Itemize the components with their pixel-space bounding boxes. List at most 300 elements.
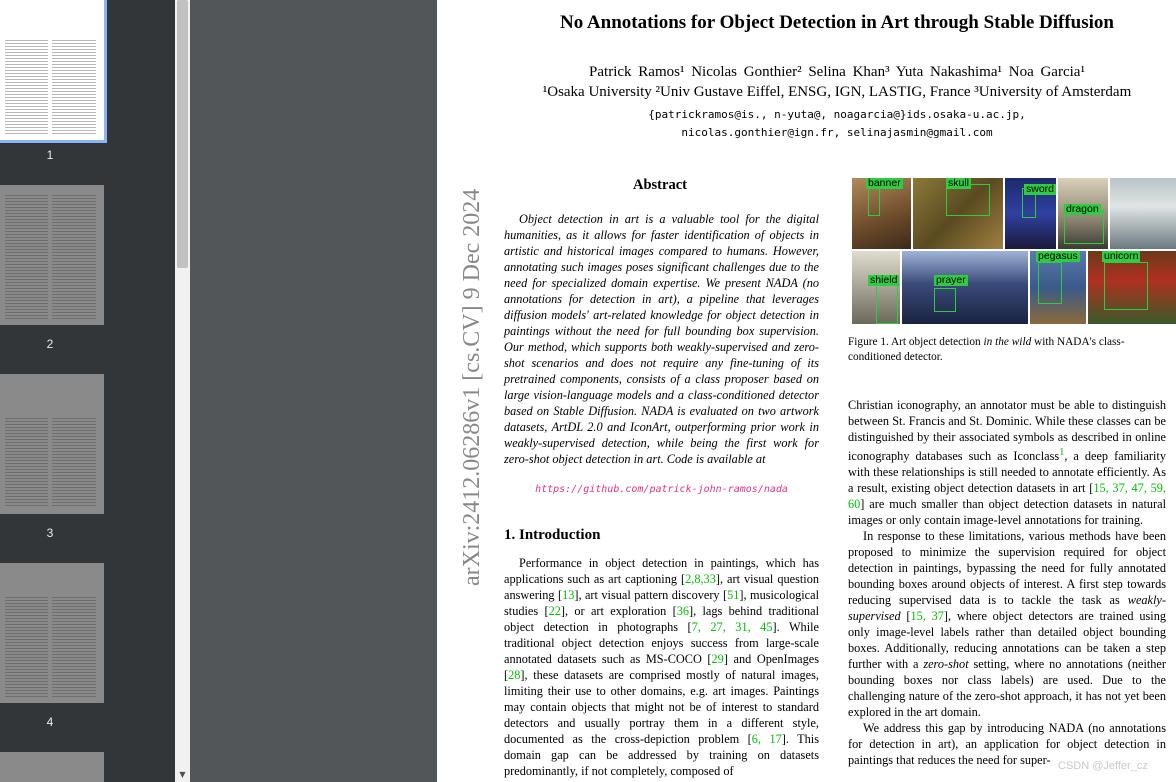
thumbnail-text-line — [5, 130, 48, 131]
thumbnail-text-line — [5, 657, 48, 658]
thumbnail-text-line — [5, 133, 48, 134]
thumbnail-text-line — [52, 606, 96, 607]
thumbnail-text-line — [52, 427, 96, 428]
thumbnail-text-line — [52, 130, 96, 131]
thumbnail-text-line — [52, 430, 96, 431]
thumbnail-text-line — [5, 630, 48, 631]
thumbnail-text-line — [5, 264, 48, 265]
detection-box — [868, 188, 880, 216]
thumbnail-page-number: 1 — [46, 148, 54, 162]
thumbnail-text-line — [52, 660, 96, 661]
thumbnail-text-line — [52, 502, 96, 503]
thumbnail-text-line — [5, 684, 48, 685]
thumbnail-page-5[interactable] — [0, 752, 104, 782]
thumbnail-text-line — [5, 267, 48, 268]
thumbnail-text-line — [5, 127, 48, 128]
thumbnail-text-line — [52, 261, 96, 262]
text-span: ], these datasets are comprised mostly of natural images, limiting their use to other domains, e.g. art images. Paintings may contain objects that might not be of interest to standard detectors and usually portray them in a different style, documented as the cross-depiction problem [ — [504, 668, 819, 746]
thumbnail-text-line — [52, 505, 96, 506]
thumbnail-text-line — [52, 285, 96, 286]
thumbnail-text-line — [52, 624, 96, 625]
thumbnail-text-line — [5, 496, 48, 497]
thumbnail-text-line — [5, 97, 48, 98]
thumbnail-text-line — [52, 133, 96, 134]
detection-label: banner — [868, 177, 901, 189]
figure-1-caption — [848, 335, 1173, 365]
thumbnail-text-line — [5, 82, 48, 83]
thumbnail-text-line — [52, 645, 96, 646]
thumbnail-text-line — [5, 654, 48, 655]
thumbnail-text-line — [5, 297, 48, 298]
thumbnail-text-line — [5, 222, 48, 223]
thumbnail-text-line — [52, 648, 96, 649]
paper-title: No Annotations for Object Detection in Art through Stable Diffusion — [559, 12, 1114, 33]
thumbnail-text-line — [52, 282, 96, 283]
thumbnail-text-line — [52, 487, 96, 488]
thumbnail-text-line — [5, 246, 48, 247]
thumbnail-text-line — [52, 678, 96, 679]
thumbnail-text-line — [5, 624, 48, 625]
thumbnail-text-line — [5, 609, 48, 610]
thumbnail-text-line — [52, 79, 96, 80]
thumbnail-text-line — [5, 88, 48, 89]
thumbnail-text-line — [52, 630, 96, 631]
thumbnail-text-line — [5, 690, 48, 691]
thumbnail-text-line — [52, 279, 96, 280]
thumbnail-text-line — [5, 121, 48, 122]
thumbnail-text-line — [5, 490, 48, 491]
thumbnail-text-line — [5, 204, 48, 205]
thumbnail-text-line — [5, 219, 48, 220]
thumbnail-text-line — [52, 291, 96, 292]
thumbnail-text-line — [5, 675, 48, 676]
thumbnail-text-line — [52, 67, 96, 68]
citation-link[interactable]: 28 — [508, 668, 521, 682]
thumbnail-text-line — [5, 306, 48, 307]
thumbnail-text-line — [5, 261, 48, 262]
thumbnail-text-line — [5, 648, 48, 649]
thumbnail-text-line — [52, 609, 96, 610]
affiliations: ¹Osaka University ²Univ Gustave Eiffel, ENSG, IGN, LASTIG, France ³University of Amsterdam — [542, 84, 1132, 100]
thumbnail-text-line — [5, 681, 48, 682]
thumbnail-text-line — [5, 439, 48, 440]
thumbnail-text-line — [52, 249, 96, 250]
thumbnail-text-line — [52, 618, 96, 619]
thumbnail-text-line — [52, 424, 96, 425]
thumbnail-text-line — [52, 273, 96, 274]
thumbnail-text-line — [5, 58, 48, 59]
text-span: [ — [900, 609, 911, 624]
thumbnail-text-line — [52, 627, 96, 628]
thumbnail-text-line — [5, 106, 48, 107]
thumbnail-text-line — [5, 49, 48, 50]
thumbnail-text-line — [52, 55, 96, 56]
thumbnail-text-line — [5, 639, 48, 640]
thumbnail-text-line — [52, 237, 96, 238]
detection-label: skull — [948, 177, 970, 189]
thumbnail-text-line — [52, 127, 96, 128]
thumbnail-text-line — [52, 70, 96, 71]
thumbnail-text-line — [5, 502, 48, 503]
thumbnail-text-line — [52, 681, 96, 682]
citation-link[interactable]: 15, 37 — [910, 609, 944, 624]
thumbnail-text-line — [5, 55, 48, 56]
thumbnail-text-line — [5, 463, 48, 464]
thumbnail-text-line — [52, 270, 96, 271]
thumbnail-text-line — [5, 621, 48, 622]
thumbnail-text-line — [5, 91, 48, 92]
thumbnail-text-line — [5, 40, 48, 41]
thumbnail-text-line — [52, 201, 96, 202]
caption-text: with NADA's class-conditioned detector. — [848, 336, 1125, 363]
author-list: Patrick Ramos¹ Nicolas Gonthier² Selina Khan³ Yuta Nakashima¹ Noa Garcia¹ — [589, 64, 1085, 80]
thumbnail-text-line — [5, 240, 48, 241]
text-span: ]. While traditional object detection enjoys success from large-scale annotated datasets such as MS-COCO [ — [504, 620, 819, 666]
thumbnail-text-line — [52, 213, 96, 214]
emphasis: zero-shot — [923, 657, 969, 672]
thumbnail-text-line — [52, 496, 96, 497]
thumbnail-text-line — [52, 97, 96, 98]
thumbnail-text-line — [5, 615, 48, 616]
thumbnail-text-line — [5, 225, 48, 226]
citation-link[interactable]: 51 — [727, 588, 740, 602]
thumbnail-text-line — [52, 225, 96, 226]
thumbnail-page-1[interactable] — [0, 0, 104, 140]
thumbnail-text-line — [52, 481, 96, 482]
detection-box — [1038, 262, 1062, 304]
thumbnail-text-line — [52, 94, 96, 95]
thumbnail-text-line — [5, 633, 48, 634]
thumbnail-text-line — [5, 484, 48, 485]
thumbnail-text-line — [5, 499, 48, 500]
thumbnail-text-line — [52, 82, 96, 83]
thumbnail-text-line — [52, 216, 96, 217]
thumbnail-text-line — [52, 52, 96, 53]
thumbnail-text-line — [5, 79, 48, 80]
thumbnail-text-line — [52, 240, 96, 241]
thumbnail-text-line — [52, 615, 96, 616]
thumbnail-page-number: 2 — [46, 337, 54, 351]
thumbnail-text-line — [52, 306, 96, 307]
author-emails: nicolas.gonthier@ign.fr, selinajasmin@gmail.com — [681, 126, 993, 139]
thumbnail-text-line — [5, 457, 48, 458]
thumbnail-text-line — [5, 249, 48, 250]
detection-box — [1104, 262, 1148, 310]
thumbnail-text-line — [52, 499, 96, 500]
thumbnail-text-line — [52, 696, 96, 697]
thumbnail-text-line — [52, 100, 96, 101]
thumbnail-text-line — [5, 285, 48, 286]
thumbnail-text-line — [52, 124, 96, 125]
thumbnail-text-line — [52, 460, 96, 461]
thumbnail-page-number: 3 — [46, 526, 54, 540]
thumbnail-page-2[interactable] — [0, 185, 104, 325]
thumbnail-text-line — [52, 636, 96, 637]
thumbnail-text-line — [52, 442, 96, 443]
thumbnail-text-line — [5, 100, 48, 101]
detection-label: sword — [1026, 183, 1055, 195]
thumbnail-text-line — [52, 103, 96, 104]
sidebar-scrollbar-thumb[interactable] — [177, 0, 188, 268]
detection-label: pegasus — [1038, 250, 1078, 262]
thumbnail-text-line — [52, 118, 96, 119]
caption-emphasis: in the wild — [983, 336, 1032, 348]
thumbnail-text-line — [5, 103, 48, 104]
thumbnail-text-line — [52, 687, 96, 688]
thumbnail-text-line — [52, 448, 96, 449]
thumbnail-text-line — [5, 454, 48, 455]
thumbnail-text-line — [5, 460, 48, 461]
text-span: ], where object detectors are trained using only image-level labels rather than detailed object bounding boxes. Additionally, reducing annotations can be taken a step further with a — [848, 609, 1166, 672]
thumbnail-text-line — [52, 195, 96, 196]
thumbnail-text-line — [52, 121, 96, 122]
thumbnail-text-line — [5, 112, 48, 113]
abstract-text: Object detection in art is a valuable tool for the digital humanities, as it allows for faster identification of objects in artistic and historical images compared to humans. However, annotating such images poses significant challenges due to the need for specialized domain expertise. We present NADA (no annotations for detection in art), a pipeline that leverages diffusion models' art-related knowledge for object detection in paintings without the need for full bounding box supervision. Our method, which supports both weakly-supervised and zero-shot scenarios and does not require any fine-tuning of its pretrained components, consists of a class proposer based on large vision-language models and a class-conditioned detector based on Stable Diffusion. NADA is evaluated on two artwork datasets, ArtDL 2.0 and IconArt, outperforming prior work in weakly-supervised detection, while being the first work for zero-shot object detection in art. Code is available at — [504, 212, 819, 466]
thumbnail-text-line — [52, 475, 96, 476]
abstract-heading: Abstract — [633, 177, 687, 193]
thumbnail-text-line — [5, 627, 48, 628]
thumbnail-text-line — [5, 207, 48, 208]
text-span: Christian iconography, an annotator must be able to distinguish between St. Francis and St. Dominic. While these classes can be distinguished by their associated symbols as described in online iconography databases such as Iconclass — [848, 398, 1166, 464]
thumbnail-text-line — [5, 312, 48, 313]
thumbnail-text-line — [52, 600, 96, 601]
thumbnail-text-line — [5, 216, 48, 217]
thumbnail-text-line — [5, 612, 48, 613]
thumbnail-text-line — [52, 621, 96, 622]
thumbnail-text-line — [52, 234, 96, 235]
thumbnail-text-line — [5, 294, 48, 295]
painting-thumbnail — [902, 251, 1028, 324]
figure-1 — [852, 178, 1176, 324]
thumbnail-text-line — [52, 472, 96, 473]
thumbnail-text-line — [52, 76, 96, 77]
citation-link[interactable]: 36 — [676, 604, 690, 618]
thumbnail-text-line — [52, 439, 96, 440]
citation-link[interactable]: 13 — [562, 588, 575, 602]
right-column-text — [848, 397, 1166, 768]
thumbnail-text-line — [52, 451, 96, 452]
thumbnail-text-line — [5, 46, 48, 47]
thumbnail-text-line — [52, 669, 96, 670]
paragraph — [848, 528, 1166, 720]
citation-link[interactable]: 15, 37, 47, 59, 60 — [848, 481, 1166, 512]
thumbnail-text-line — [52, 219, 96, 220]
thumbnail-text-line — [52, 228, 96, 229]
thumbnail-text-line — [5, 642, 48, 643]
thumbnail-text-line — [5, 651, 48, 652]
thumbnail-text-line — [52, 246, 96, 247]
author-emails: {patrickramos@is., n-yuta@, noagarcia@}ids.osaka-u.ac.jp, — [648, 108, 1026, 121]
thumbnail-text-line — [52, 663, 96, 664]
text-span: Performance in object detection in paintings, which has applications such as art captioning [ — [504, 556, 819, 586]
thumbnail-text-line — [52, 207, 96, 208]
thumbnail-text-line — [52, 654, 96, 655]
thumbnail-text-line — [52, 418, 96, 419]
thumbnail-text-line — [52, 297, 96, 298]
thumbnail-text-line — [5, 73, 48, 74]
detection-label: dragon — [1066, 203, 1099, 215]
thumbnail-text-line — [5, 270, 48, 271]
citation-link[interactable]: 29 — [711, 652, 724, 666]
thumbnail-text-line — [52, 684, 96, 685]
thumbnail-text-line — [5, 52, 48, 53]
thumbnail-text-line — [52, 204, 96, 205]
thumbnail-text-line — [5, 231, 48, 232]
caption-text: Figure 1. Art object detection — [848, 336, 984, 348]
thumbnail-text-line — [5, 213, 48, 214]
thumbnail-text-line — [5, 288, 48, 289]
citation-link[interactable]: 6, 17 — [751, 732, 782, 746]
thumbnail-text-line — [52, 484, 96, 485]
thumbnail-text-line — [52, 300, 96, 301]
thumbnail-text-line — [5, 669, 48, 670]
thumbnail-text-line — [5, 430, 48, 431]
thumbnail-text-line — [5, 115, 48, 116]
thumbnail-text-line — [52, 40, 96, 41]
thumbnail-text-line — [5, 618, 48, 619]
thumbnail-text-line — [52, 46, 96, 47]
thumbnail-text-line — [52, 112, 96, 113]
thumbnail-text-line — [5, 255, 48, 256]
thumbnail-text-line — [5, 418, 48, 419]
thumbnail-text-line — [5, 237, 48, 238]
painting-thumbnail — [1110, 178, 1176, 249]
citation-link[interactable]: 7, 27, 31, 45 — [691, 620, 773, 634]
thumbnail-text-line — [5, 445, 48, 446]
thumbnail-text-line — [52, 276, 96, 277]
thumbnail-text-line — [52, 64, 96, 65]
thumbnail-text-line — [52, 210, 96, 211]
thumbnail-text-line — [5, 85, 48, 86]
thumbnail-text-line — [52, 264, 96, 265]
thumbnail-text-line — [5, 201, 48, 202]
pdf-page — [437, 0, 1176, 782]
thumbnail-text-line — [52, 198, 96, 199]
thumbnail-text-line — [5, 678, 48, 679]
thumbnail-text-line — [5, 606, 48, 607]
detection-box — [1064, 210, 1104, 244]
thumbnail-text-line — [52, 469, 96, 470]
thumbnail-text-line — [52, 693, 96, 694]
thumbnail-text-line — [52, 672, 96, 673]
text-span: ] and OpenImages [ — [504, 652, 819, 682]
thumbnail-text-line — [5, 228, 48, 229]
thumbnail-text-line — [52, 49, 96, 50]
footnote-link[interactable]: 1 — [1059, 447, 1065, 458]
thumbnail-text-line — [5, 475, 48, 476]
thumbnail-text-line — [5, 64, 48, 65]
thumbnail-text-line — [52, 255, 96, 256]
thumbnail-text-line — [52, 466, 96, 467]
thumbnail-text-line — [52, 303, 96, 304]
thumbnail-text-line — [5, 427, 48, 428]
thumbnail-text-line — [5, 94, 48, 95]
thumbnail-text-line — [5, 124, 48, 125]
thumbnail-text-line — [5, 597, 48, 598]
thumbnail-text-line — [52, 436, 96, 437]
detection-label: shield — [870, 274, 898, 286]
thumbnail-text-line — [52, 463, 96, 464]
thumbnail-text-line — [5, 318, 48, 319]
thumbnail-text-line — [52, 651, 96, 652]
thumbnail-text-line — [5, 424, 48, 425]
thumbnail-text-line — [5, 243, 48, 244]
thumbnail-text-line — [5, 76, 48, 77]
thumbnail-text-line — [52, 457, 96, 458]
thumbnail-text-line — [52, 294, 96, 295]
thumbnail-page-4[interactable] — [0, 563, 104, 703]
section-heading-introduction: 1. Introduction — [504, 527, 601, 543]
thumbnail-text-line — [5, 315, 48, 316]
thumbnail-text-line — [52, 421, 96, 422]
watermark: CSDN @Jeffer_cz — [1058, 760, 1148, 772]
thumbnail-text-line — [52, 85, 96, 86]
thumbnail-text-line — [52, 258, 96, 259]
thumbnail-text-line — [5, 282, 48, 283]
thumbnail-text-line — [5, 481, 48, 482]
thumbnail-text-line — [52, 109, 96, 110]
arxiv-stamp: arXiv:2412.06286v1 [cs.CV] 9 Dec 2024 — [459, 188, 485, 586]
text-span: In response to these limitations, various methods have been proposed to minimize the supervision required for object detection in paintings, bypassing the need for fully annotated bounding boxes around objects of interest. A first step towards reducing supervised data is to tackle the task as — [848, 529, 1166, 608]
thumbnail-text-line — [52, 454, 96, 455]
text-span: ], art visual pattern discovery [ — [574, 588, 728, 602]
thumbnail-text-line — [52, 288, 96, 289]
thumbnail-text-line — [52, 115, 96, 116]
thumbnail-text-line — [5, 442, 48, 443]
thumbnail-text-line — [5, 603, 48, 604]
thumbnail-text-line — [5, 300, 48, 301]
code-link[interactable]: https://github.com/patrick-john-ramos/nada — [535, 484, 788, 495]
thumbnail-text-line — [5, 487, 48, 488]
detection-box — [934, 288, 956, 312]
thumbnail-text-line — [5, 478, 48, 479]
thumbnail-text-line — [5, 210, 48, 211]
thumbnail-text-line — [5, 660, 48, 661]
paragraph: We address this gap by introducing NADA (no annotations for detection in art), an application for object detection in paintings that reduces the need for super- — [848, 721, 1166, 768]
thumbnail-text-line — [5, 472, 48, 473]
thumbnail-text-line — [5, 273, 48, 274]
text-span: setting, where no annotations (neither bounding boxes nor class labels) are used. Due to the challenging nature of the zero-shot approach, it has not yet been explored in the art domain. — [848, 657, 1166, 720]
thumbnail-text-line — [52, 88, 96, 89]
thumbnail-text-line — [52, 309, 96, 310]
thumbnail-text-line — [5, 195, 48, 196]
thumbnail-text-line — [5, 109, 48, 110]
citation-link[interactable]: 2,8,33 — [685, 572, 716, 586]
thumbnail-text-line — [52, 612, 96, 613]
thumbnail-text-line — [52, 478, 96, 479]
text-span: ]. This domain gap can be addressed by training on datasets predominantly, if not completely, composed of — [504, 732, 820, 778]
scroll-down-arrow-icon[interactable]: ▼ — [179, 770, 186, 779]
thumbnail-text-line — [52, 58, 96, 59]
thumbnail-text-line — [52, 657, 96, 658]
thumbnail-text-line — [5, 61, 48, 62]
thumbnail-text-line — [5, 451, 48, 452]
thumbnail-text-line — [5, 43, 48, 44]
thumbnail-text-line — [5, 309, 48, 310]
thumbnail-text-line — [5, 636, 48, 637]
thumbnail-page-3[interactable] — [0, 374, 104, 514]
thumbnail-page-number: 4 — [46, 715, 54, 729]
detection-label: prayer — [936, 274, 966, 286]
thumbnail-text-line — [5, 469, 48, 470]
thumbnail-text-line — [52, 639, 96, 640]
thumbnail-text-line — [52, 603, 96, 604]
citation-link[interactable]: 22 — [548, 604, 561, 618]
thumbnail-text-line — [5, 672, 48, 673]
thumbnail-text-line — [5, 118, 48, 119]
thumbnail-text-line — [5, 433, 48, 434]
thumbnail-text-line — [5, 252, 48, 253]
